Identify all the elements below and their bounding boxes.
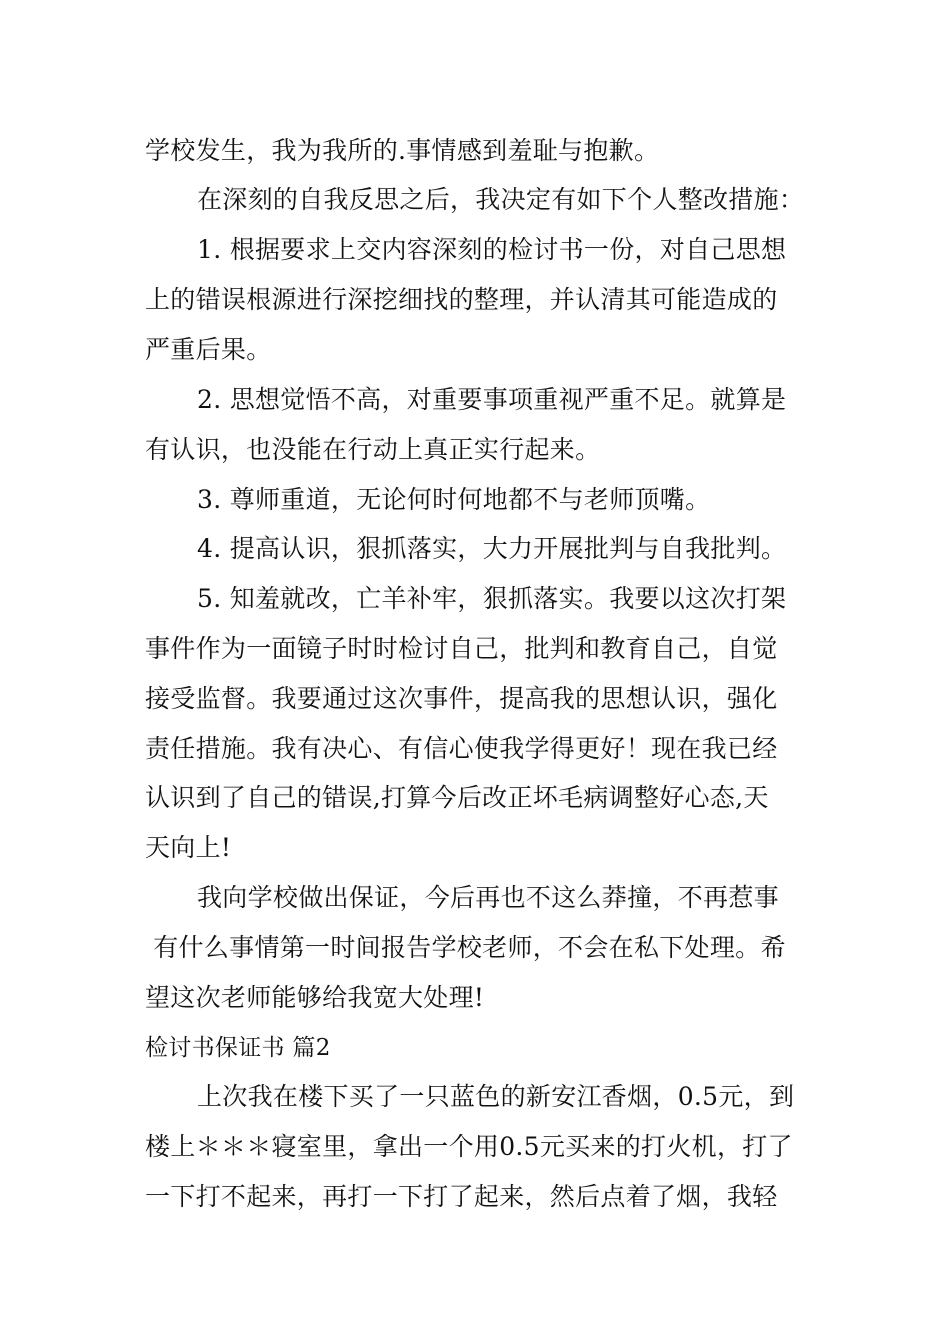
list-item-5: 5. 知羞就改，亡羊补牢，狠抓落实。我要以这次打架 xyxy=(197,584,787,613)
text-line: 一下打不起来，再打一下打了起来，然后点着了烟，我轻 xyxy=(145,1182,778,1211)
text-line: 望这次老师能够给我宽大处理! xyxy=(145,983,485,1012)
text-line: 责任措施。我有决心、有信心使我学得更好！现在我已经 xyxy=(145,734,778,763)
text-line: 接受监督。我要通过这次事件，提高我的思想认识，强化 xyxy=(145,684,778,713)
list-item-4: 4. 提高认识，狠抓落实，大力开展批判与自我批判。 xyxy=(197,534,787,563)
text-line: 事件作为一面镜子时时检讨自己，批判和教育自己，自觉 xyxy=(145,634,778,663)
section-heading: 检讨书保证书 篇2 xyxy=(145,1035,331,1061)
paragraph-line: 我向学校做出保证，今后再也不这么莽撞，不再惹事 xyxy=(197,883,779,912)
list-item-1: 1. 根据要求上交内容深刻的检讨书一份，对自己思想 xyxy=(197,235,787,264)
text-line: 认识到了自己的错误,打算今后改正坏毛病调整好心态,天 xyxy=(145,783,769,812)
paragraph-line: 上次我在楼下买了一只蓝色的新安江香烟，0.5元，到 xyxy=(197,1082,795,1111)
text-line: 楼上＊＊＊寝室里，拿出一个用0.5元买来的打火机，打了 xyxy=(145,1132,793,1161)
text-line: 有认识，也没能在行动上真正实行起来。 xyxy=(145,435,601,464)
paragraph-line: 在深刻的自我反思之后，我决定有如下个人整改措施： xyxy=(197,185,805,214)
text-line: 天向上! xyxy=(145,833,232,862)
text-line: 上的错误根源进行深挖细找的整理，并认清其可能造成的 xyxy=(145,285,778,314)
list-item-2: 2. 思想觉悟不高，对重要事项重视严重不足。就算是 xyxy=(197,385,787,414)
text-line: 有什么事情第一时间报告学校老师，不会在私下处理。希 xyxy=(145,933,786,962)
text-line: 严重后果。 xyxy=(145,335,272,364)
text-line: 学校发生，我为我所的.事情感到羞耻与抱歉。 xyxy=(145,136,660,165)
list-item-3: 3. 尊师重道，无论何时何地都不与老师顶嘴。 xyxy=(197,485,711,514)
